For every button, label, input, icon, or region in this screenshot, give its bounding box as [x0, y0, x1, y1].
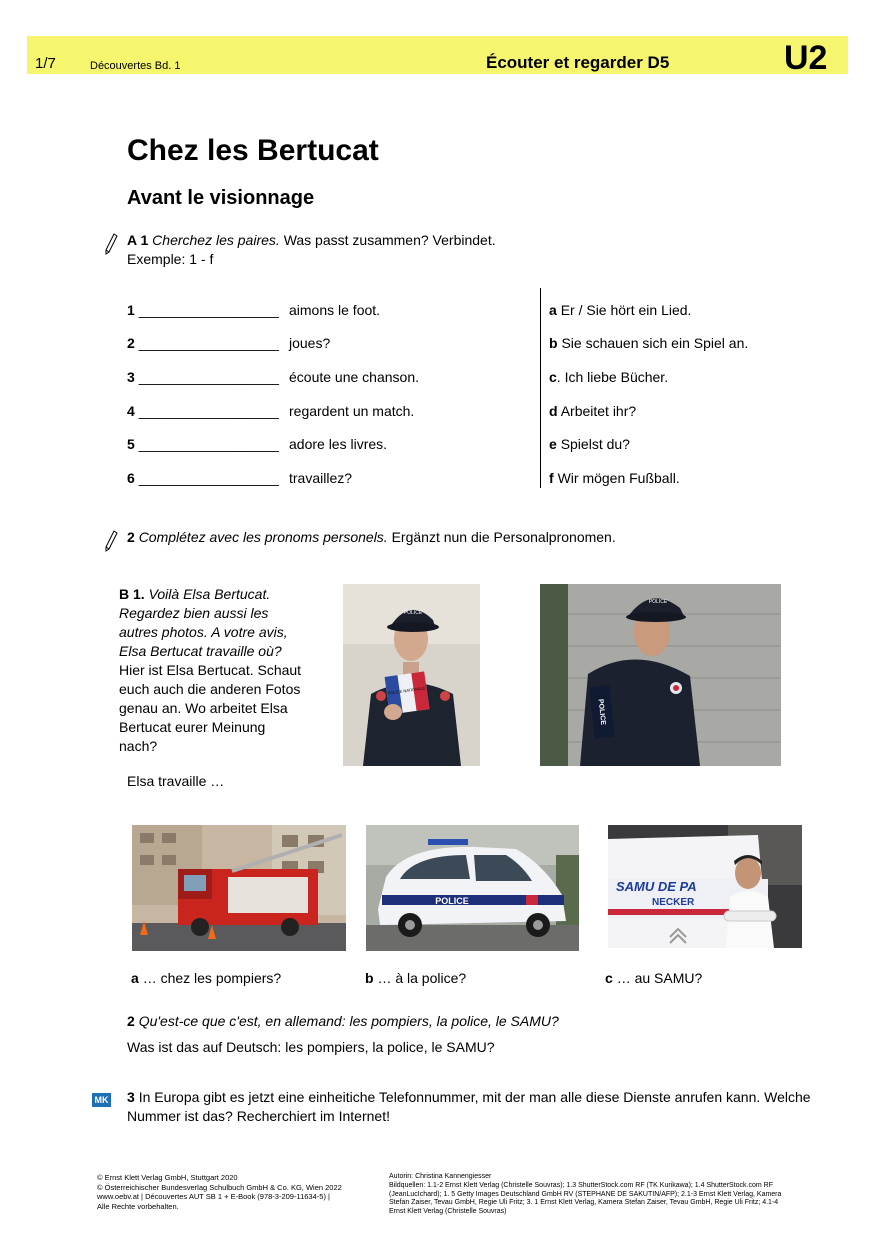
item-number: 1 — [127, 302, 135, 318]
item-text: . Ich liebe Bücher. — [556, 369, 669, 385]
option-letter: b — [365, 970, 374, 986]
task-b2-text-fr: Qu'est-ce que c'est, en allemand: les pompiers, la police, le SAMU? — [138, 1013, 559, 1029]
header-title: Écouter et regarder D5 — [486, 53, 670, 72]
photo-samu — [608, 825, 802, 948]
footer-line: Autorin: Christina Kannengiesser — [389, 1173, 492, 1180]
item-number: 5 — [127, 436, 135, 452]
option-letter: c — [605, 970, 613, 986]
answer-blank[interactable]: __________________ — [138, 302, 279, 318]
match-item-right — [549, 301, 691, 320]
task-b1-de-line: Bertucat eurer Meinung — [119, 719, 266, 735]
footer-line: © Österreichischer Bundesverlag Schulbuch GmbH & Co. KG, Wien 2022 — [97, 1182, 342, 1192]
footer-line: Bildquellen: 1.1-2 Ernst Klett Verlag (Christelle Souvras); 1.3 ShutterStock.com RF (TK Kurikawa); 1.4 ShutterStock.com RF — [389, 1181, 773, 1189]
item-text: Er / Sie hört ein Lied. — [560, 302, 692, 318]
task-b1-de-line: Hier ist Elsa Bertucat. Schaut — [119, 662, 302, 678]
task-a2-number: 2 — [127, 529, 135, 545]
item-text: aimons le foot. — [289, 302, 381, 318]
item-number: 3 — [127, 369, 135, 385]
task-a2-instruction — [127, 528, 616, 547]
answer-blank[interactable]: __________________ — [138, 436, 279, 452]
option-text: … au SAMU? — [616, 970, 703, 986]
item-number: 6 — [127, 470, 135, 486]
task-b1-de-line: nach? — [119, 738, 158, 754]
item-number: 2 — [127, 335, 135, 351]
sleeve-label: POLICE — [596, 698, 607, 726]
task-b1-de-line: euch auch die anderen Fotos — [119, 681, 301, 697]
samu-label: SAMU DE PA — [616, 879, 697, 894]
page-title: Chez les Bertucat — [127, 134, 379, 167]
necker-label: NECKER — [652, 897, 695, 908]
task-b1-fr-line: Regardez bien aussi les — [119, 605, 269, 621]
task-b2-question-fr — [127, 1012, 559, 1031]
task-a1-instruction — [127, 231, 496, 250]
task-b3-line: In Europa gibt es jetzt eine einheitiche Telefonnummer, mit der man alle diese Dienste anrufen kann. Welche — [138, 1089, 811, 1105]
item-text: Spielst du? — [560, 436, 630, 452]
photo-police-car — [366, 825, 579, 951]
item-text: Arbeitet ihr? — [560, 403, 637, 419]
answer-blank[interactable]: __________________ — [138, 470, 279, 486]
item-text: écoute une chanson. — [289, 369, 419, 385]
match-item-right — [549, 334, 748, 353]
task-b1-number: B 1. — [119, 586, 145, 602]
task-a1-number: A 1 — [127, 232, 149, 248]
item-text: Sie schauen sich ein Spiel an. — [561, 335, 749, 351]
item-text: adore les livres. — [289, 436, 388, 452]
unit-label: U2 — [784, 39, 828, 77]
task-a2-instruction-de: Ergänzt nun die Personalpronomen. — [391, 529, 616, 545]
footer-line: Alle Rechte vorbehalten. — [97, 1201, 179, 1211]
photo-policewoman-card — [343, 584, 480, 766]
option-b — [365, 969, 466, 988]
column-divider — [540, 288, 541, 488]
match-item-right — [549, 368, 668, 387]
option-letter: a — [131, 970, 139, 986]
item-text: travaillez? — [289, 470, 353, 486]
task-b1-fr-line: Elsa Bertucat travaille où? — [119, 643, 282, 659]
page-number: 1/7 — [35, 55, 56, 72]
task-b1-text — [119, 585, 334, 756]
match-item-left — [127, 334, 331, 353]
photo-policewoman-wall — [540, 584, 781, 766]
mk-badge: MK — [92, 1093, 111, 1107]
task-b1-de-line: genau an. Wo arbeitet Elsa — [119, 700, 288, 716]
cap-label: POLICE — [648, 599, 668, 605]
footer-line: Stefan Zaiser, Tevau GmbH, Regie Uli Fritz; 3. 1 Ernst Klett Verlag, Kamera Stefan Zaiser, Tevau GmbH, Regie Uli Fritz; 4.1-4 — [389, 1199, 779, 1207]
option-a — [131, 969, 281, 988]
pencil-icon — [104, 233, 118, 255]
answer-blank[interactable]: __________________ — [138, 335, 279, 351]
option-c — [605, 969, 702, 988]
section-subtitle: Avant le visionnage — [127, 187, 315, 209]
task-b2-question-de: Was ist das auf Deutsch: les pompiers, la police, le SAMU? — [127, 1039, 495, 1055]
match-item-right — [549, 469, 680, 488]
task-b1-fr-line: autres photos. A votre avis, — [119, 624, 288, 640]
match-item-right — [549, 402, 636, 421]
item-text: Wir mögen Fußball. — [557, 470, 680, 486]
pencil-icon — [104, 530, 118, 552]
item-letter: b — [549, 335, 558, 351]
task-a1-example: Exemple: 1 - f — [127, 251, 214, 267]
task-b2-number: 2 — [127, 1013, 135, 1029]
match-item-left — [127, 301, 381, 320]
footer-right — [389, 1173, 829, 1217]
task-a2-instruction-fr: Complétez avec les pronoms personels. — [138, 529, 388, 545]
footer-line: Ernst Klett Verlag (Christelle Souvras) — [389, 1208, 507, 1216]
match-item-right — [549, 435, 630, 454]
book-title: Découvertes Bd. 1 — [90, 60, 181, 72]
match-item-left — [127, 402, 415, 421]
footer-line: (JeanLucIchard); 1. 5 Getty Images Deutschland GmbH RV (STEPHANE DE SAKUTIN/AFP); 2.1-3 Ernst Klett Verlag, Kamera — [389, 1190, 782, 1198]
option-text: … chez les pompiers? — [142, 970, 282, 986]
match-item-left — [127, 368, 419, 387]
match-item-left — [127, 435, 388, 454]
answer-blank[interactable]: __________________ — [138, 403, 279, 419]
task-a1-instruction-fr: Cherchez les paires. — [152, 232, 280, 248]
car-label: POLICE — [435, 896, 469, 906]
card-label: POLICE NATIONALE — [387, 685, 426, 696]
task-b1-prompt: Elsa travaille … — [127, 773, 225, 789]
option-text: … à la police? — [377, 970, 467, 986]
item-letter: a — [549, 302, 557, 318]
task-b1-fr-line: Voilà Elsa Bertucat. — [148, 586, 271, 602]
answer-blank[interactable]: __________________ — [138, 369, 279, 385]
cap-label: POLICE — [403, 610, 423, 616]
item-letter: e — [549, 436, 557, 452]
item-letter: f — [549, 470, 554, 486]
footer-line: www.oebv.at | Découvertes AUT SB 1 + E-Book (978-3-209-11634-5) | — [97, 1192, 330, 1201]
footer-line: © Ernst Klett Verlag GmbH, Stuttgart 2020 — [97, 1173, 238, 1182]
item-number: 4 — [127, 403, 135, 419]
match-item-left — [127, 469, 353, 488]
task-b3-line: Nummer ist das? Recherchiert im Internet! — [127, 1108, 390, 1124]
task-b3-number: 3 — [127, 1089, 135, 1105]
item-letter: d — [549, 403, 558, 419]
item-letter: c — [549, 369, 557, 385]
item-text: joues? — [289, 335, 331, 351]
task-b3-text — [127, 1088, 847, 1126]
item-text: regardent un match. — [289, 403, 415, 419]
task-a1-instruction-de: Was passt zusammen? Verbindet. — [283, 232, 496, 248]
photo-fire-truck — [132, 825, 346, 951]
footer-left — [97, 1173, 377, 1211]
